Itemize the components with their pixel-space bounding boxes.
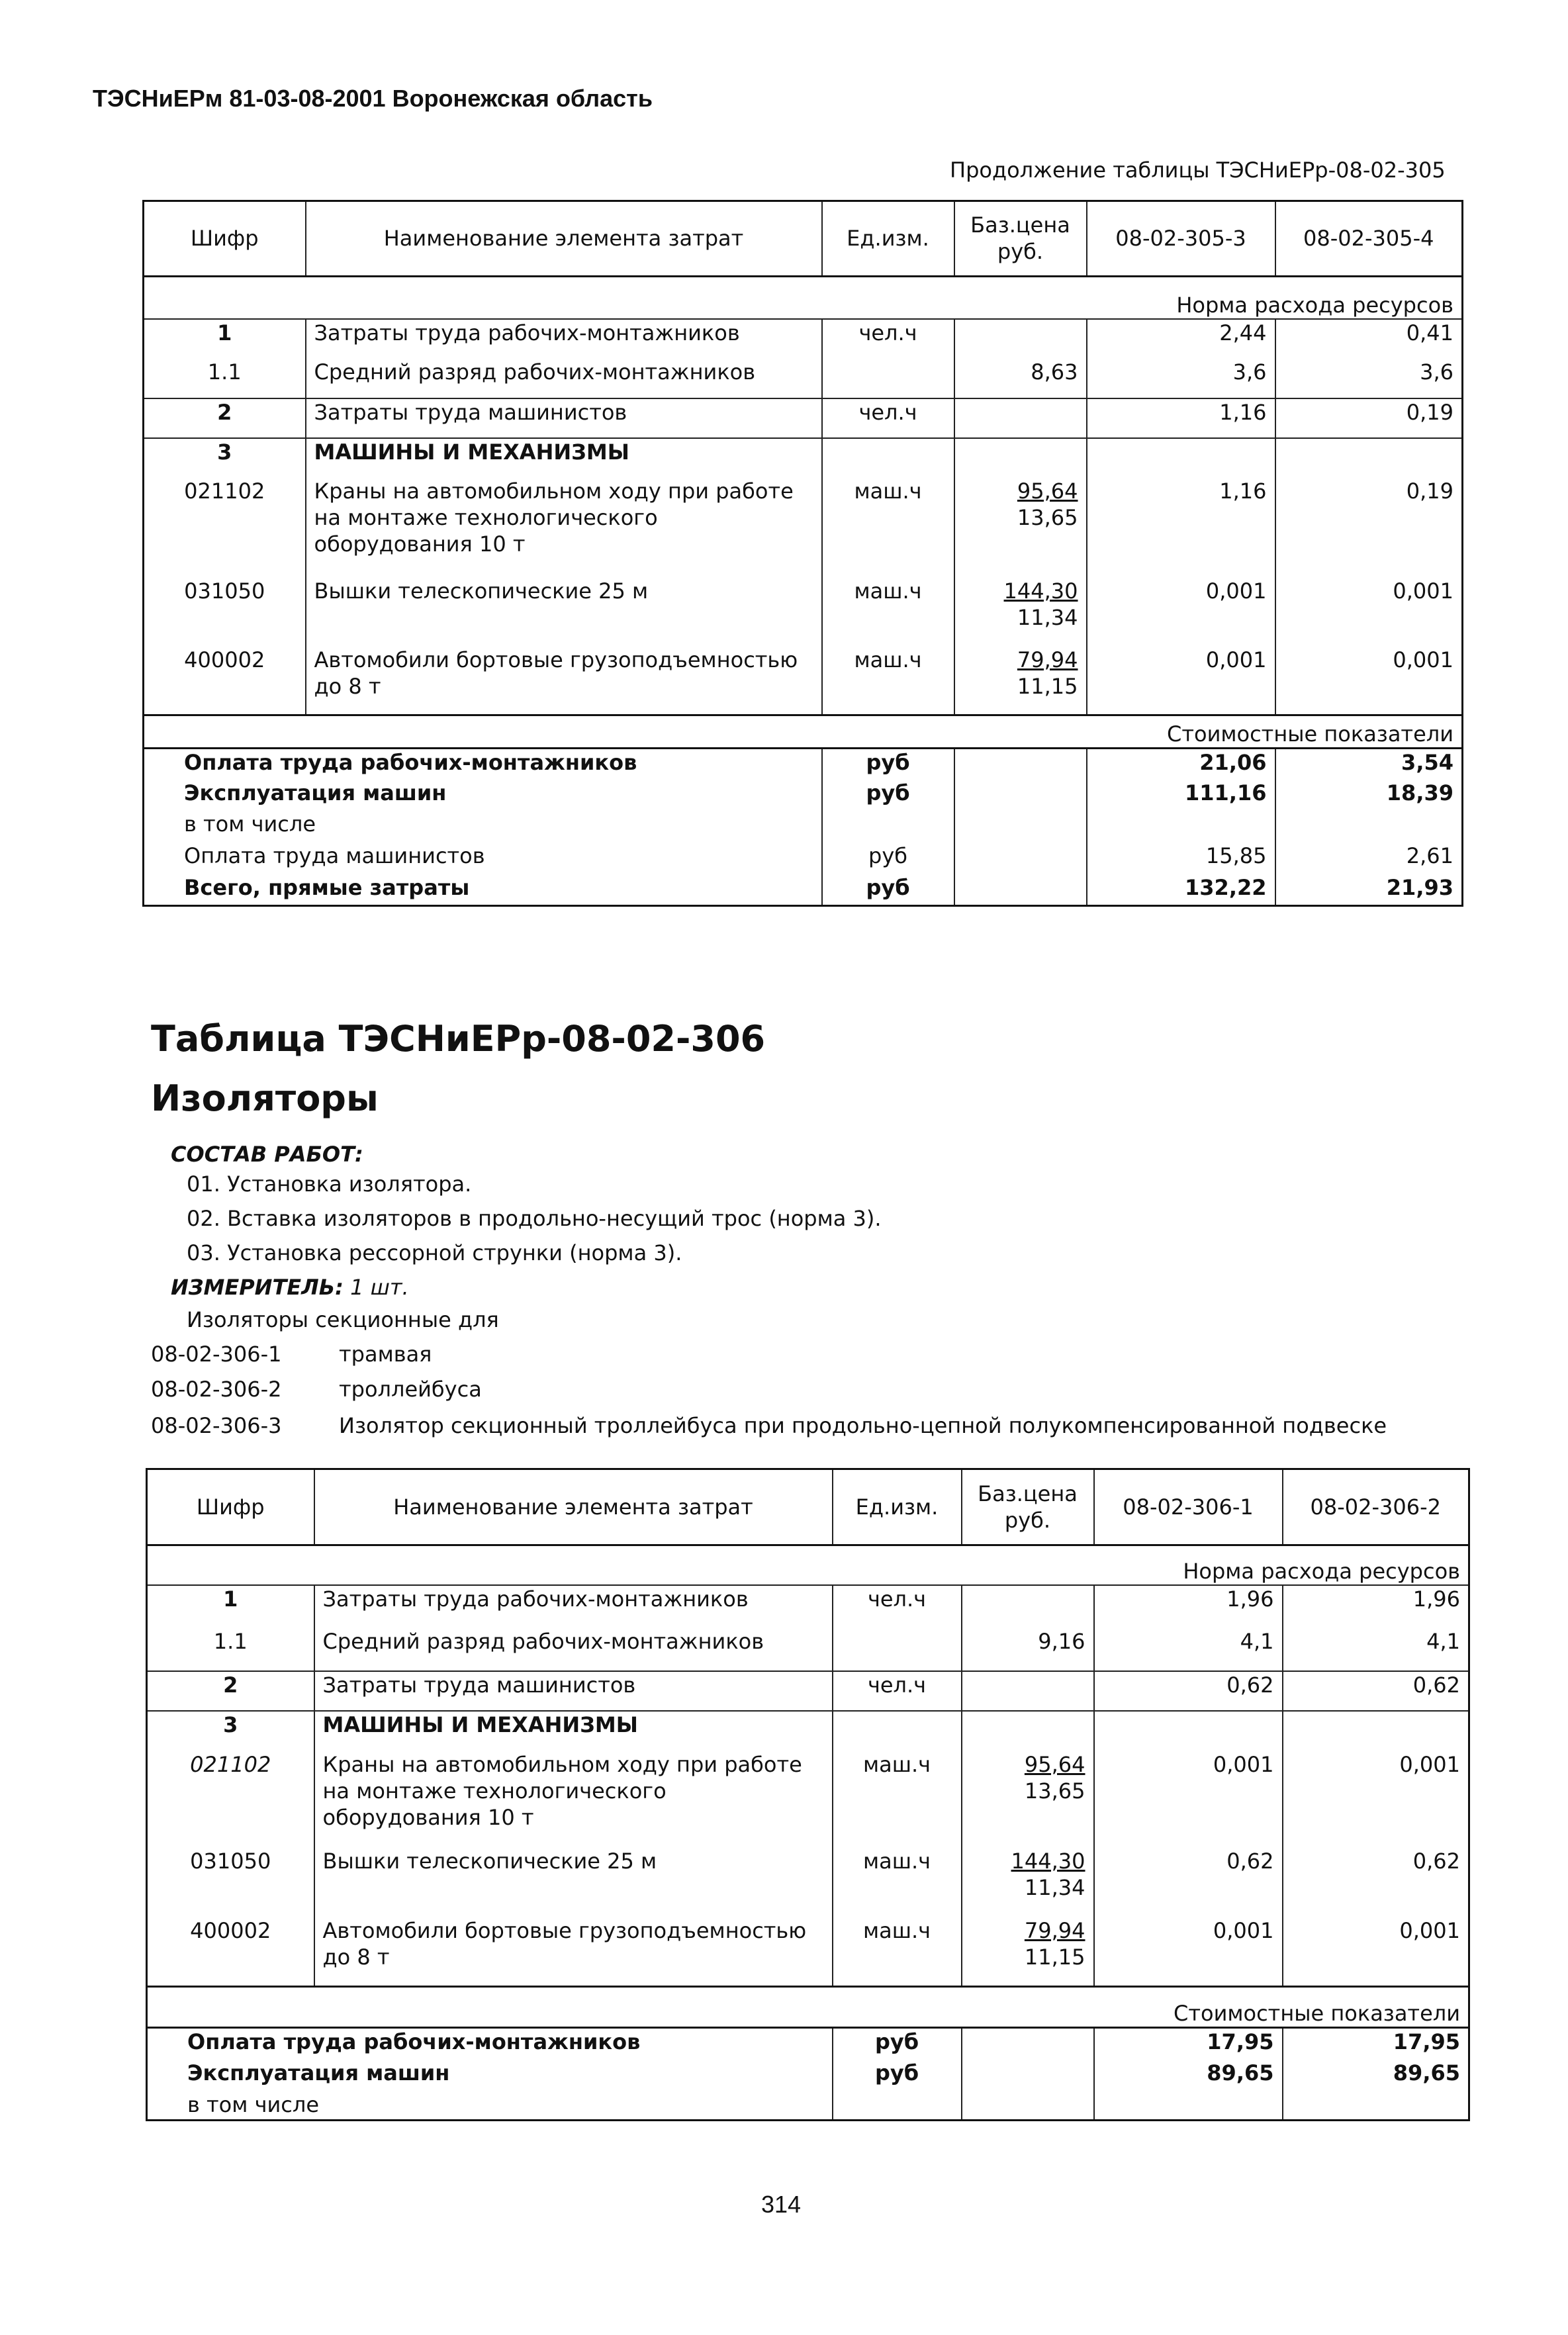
item-desc: трамвая (339, 1342, 432, 1367)
cost-unit: руб (822, 843, 954, 874)
row-unit: маш.ч (833, 1917, 962, 1987)
header-col2: 08-02-305-4 (1303, 226, 1434, 252)
norma-label: Норма расхода ресурсов (1176, 292, 1453, 318)
row-price (954, 319, 1087, 359)
work-item: 03. Установка рессорной струнки (норма 3). (187, 1240, 682, 1265)
row-code: 3 (223, 1712, 238, 1738)
row-price-wage: 13,65 (1024, 1778, 1085, 1804)
resource-table-305 (142, 200, 1463, 907)
row-value-1: 0,001 (1094, 1917, 1283, 1987)
row-code: 1 (217, 320, 232, 345)
cost-name: в том числе (147, 2091, 833, 2120)
resource-table-306 (146, 1468, 1470, 2121)
row-code: 400002 (184, 647, 265, 672)
row-unit: маш.ч (833, 1848, 962, 1917)
row-value-2: 0,62 (1412, 1849, 1460, 1874)
row-unit: маш.ч (822, 478, 954, 578)
cost-value-2: 2,61 (1406, 843, 1453, 869)
work-item: 01. Установка изолятора. (187, 1171, 472, 1197)
row-price: 79,94 (1017, 647, 1078, 672)
norma-label: Норма расхода ресурсов (1183, 1559, 1460, 1584)
continuation-label: Продолжение таблицы ТЭСНиЕРр-08-02-305 (950, 158, 1446, 183)
row-name: Автомобили бортовые грузоподъемностью до 8 т (314, 1917, 833, 1987)
work-item: 02. Вставка изоляторов в продольно-несущий трос (норма 3). (187, 1206, 882, 1231)
row-price-wage: 11,15 (1024, 1944, 1085, 1970)
izmeritel-label: ИЗМЕРИТЕЛЬ: (171, 1275, 344, 1300)
cost-value-1: 17,95 (1094, 2028, 1283, 2060)
row-value-2: 0,001 (1393, 647, 1453, 672)
row-value-2: 0,62 (1412, 1672, 1460, 1698)
row-price: 8,63 (954, 359, 1087, 398)
row-value-2: 0,41 (1406, 320, 1453, 345)
cost-value-1: 21,06 (1087, 748, 1275, 780)
cost-value-1: 111,16 (1087, 780, 1275, 811)
cost-value-1: 15,85 (1087, 843, 1275, 874)
header-unit: Ед.изм. (833, 1469, 962, 1545)
item-desc: троллейбуса (339, 1377, 482, 1402)
izmeritel-value: 1 шт. (350, 1275, 409, 1300)
row-name: Средний разряд рабочих-монтажников (314, 1628, 833, 1671)
row-value-2: 0,001 (1399, 1917, 1460, 1943)
cost-value-2: 3,54 (1401, 749, 1453, 775)
row-value-2: 4,1 (1426, 1628, 1460, 1654)
row-name: Вышки телескопические 25 м (314, 1848, 833, 1917)
row-value-2: 0,001 (1399, 1751, 1460, 1777)
page-header: ТЭСНиЕРм 81-03-08-2001 Воронежская область (93, 85, 653, 112)
row-price (954, 398, 1087, 438)
row-code: 1.1 (213, 1628, 248, 1654)
row-code: 031050 (184, 578, 265, 604)
row-code: 031050 (190, 1849, 271, 1874)
row-unit (833, 1628, 962, 1671)
row-price: 144,30 (1011, 1849, 1085, 1874)
row-price: 79,94 (1024, 1917, 1085, 1943)
row-name: Затраты труда рабочих-монтажников (314, 1585, 833, 1628)
row-unit: маш.ч (822, 647, 954, 715)
cost-label: Стоимостные показатели (1167, 721, 1453, 747)
row-price: 95,64 (1024, 1751, 1085, 1777)
row-name: Затраты труда машинистов (306, 398, 822, 438)
row-value-1: 3,6 (1087, 359, 1275, 398)
cost-value-1: 89,65 (1094, 2060, 1283, 2091)
row-price-wage: 11,34 (1017, 605, 1078, 631)
header-unit: Ед.изм. (822, 201, 954, 277)
section-title: Таблица ТЭСНиЕРр-08-02-306 (151, 1018, 766, 1060)
cost-name: Оплата труда машинистов (144, 843, 822, 874)
item-code: 08-02-306-2 (151, 1377, 282, 1402)
row-value-1: 0,62 (1094, 1671, 1283, 1712)
sostav-label: СОСТАВ РАБОТ: (171, 1142, 363, 1167)
row-code: 2 (223, 1672, 238, 1698)
row-value-1: 1,16 (1087, 398, 1275, 438)
row-code: 2 (217, 399, 232, 425)
row-unit: чел.ч (833, 1585, 962, 1628)
cost-name: Оплата труда рабочих-монтажников (147, 2028, 833, 2060)
row-value-1: 0,001 (1087, 647, 1275, 715)
row-value-2: 0,19 (1406, 399, 1453, 425)
page-number: 314 (761, 2191, 802, 2218)
row-price: 144,30 (1003, 578, 1078, 604)
row-value-1: 0,001 (1094, 1751, 1283, 1848)
row-code: 3 (217, 439, 232, 465)
cost-unit: руб (833, 2060, 962, 2091)
row-price-wage: 11,34 (1024, 1875, 1085, 1901)
row-name: Краны на автомобильном ходу при работе на монтаже технологического оборудования 10 т (306, 478, 822, 578)
row-code: 1.1 (207, 359, 242, 385)
header-code: Шифр (147, 1469, 314, 1545)
row-price-wage: 11,15 (1017, 673, 1078, 699)
row-code: 400002 (190, 1917, 271, 1943)
row-unit: чел.ч (822, 319, 954, 359)
row-price-wage: 13,65 (1017, 504, 1078, 530)
row-name: МАШИНЫ И МЕХАНИЗМЫ (306, 438, 822, 478)
row-name: Затраты труда машинистов (314, 1671, 833, 1712)
cost-value-1: 132,22 (1087, 874, 1275, 906)
row-value-1: 2,44 (1087, 319, 1275, 359)
header-col1: 08-02-305-3 (1087, 201, 1275, 277)
header-col1: 08-02-306-1 (1094, 1469, 1283, 1545)
cost-name: Эксплуатация машин (147, 2060, 833, 2091)
row-value-2: 1,96 (1412, 1586, 1460, 1612)
row-value-1: 0,62 (1094, 1848, 1283, 1917)
header-col2: 08-02-306-2 (1310, 1494, 1441, 1520)
row-price (962, 1671, 1094, 1712)
cost-unit: руб (822, 874, 954, 906)
row-value-1: 0,001 (1087, 578, 1275, 647)
row-code: 021102 (184, 478, 265, 504)
row-name: Средний разряд рабочих-монтажников (306, 359, 822, 398)
row-value-2: 0,19 (1406, 478, 1453, 504)
header-price: Баз.цена руб. (954, 201, 1087, 277)
cost-value-2: 18,39 (1386, 780, 1453, 805)
cost-unit: руб (822, 780, 954, 811)
row-price: 95,64 (1017, 478, 1078, 504)
cost-unit: руб (833, 2028, 962, 2060)
row-name: МАШИНЫ И МЕХАНИЗМЫ (314, 1711, 833, 1751)
group-label: Изоляторы секционные для (187, 1307, 499, 1332)
header-price: Баз.цена руб. (962, 1469, 1094, 1545)
row-unit (822, 359, 954, 398)
cost-name: Эксплуатация машин (144, 780, 822, 811)
row-name: Вышки телескопические 25 м (306, 578, 822, 647)
row-unit: чел.ч (822, 398, 954, 438)
cost-name: Всего, прямые затраты (144, 874, 822, 906)
row-unit: чел.ч (833, 1671, 962, 1712)
row-name: Затраты труда рабочих-монтажников (306, 319, 822, 359)
cost-value-2: 17,95 (1393, 2029, 1460, 2055)
cost-value-2: 21,93 (1386, 874, 1453, 900)
row-value-1: 1,16 (1087, 478, 1275, 578)
row-name: Автомобили бортовые грузоподъемностью до 8 т (306, 647, 822, 715)
row-code: 021102 (190, 1751, 271, 1777)
row-value-2: 0,001 (1393, 578, 1453, 604)
row-price (962, 1585, 1094, 1628)
row-unit: маш.ч (833, 1751, 962, 1848)
row-code: 1 (223, 1586, 238, 1612)
cost-name: в том числе (144, 811, 822, 843)
header-code: Шифр (144, 201, 306, 277)
item-code: 08-02-306-1 (151, 1342, 282, 1367)
item-desc: Изолятор секционный троллейбуса при продольно-цепной полукомпенсированной подвеске (339, 1413, 1387, 1438)
row-price: 9,16 (962, 1628, 1094, 1671)
section-subtitle: Изоляторы (151, 1077, 379, 1119)
header-name: Наименование элемента затрат (314, 1469, 833, 1545)
item-code: 08-02-306-3 (151, 1413, 282, 1438)
cost-unit: руб (822, 748, 954, 780)
row-value-1: 4,1 (1094, 1628, 1283, 1671)
header-name: Наименование элемента затрат (306, 201, 822, 277)
cost-label: Стоимостные показатели (1174, 2001, 1460, 2027)
row-value-1: 1,96 (1094, 1585, 1283, 1628)
row-name: Краны на автомобильном ходу при работе на монтаже технологического оборудования 10 т (314, 1751, 833, 1848)
row-value-2: 3,6 (1420, 359, 1453, 385)
cost-name: Оплата труда рабочих-монтажников (144, 748, 822, 780)
row-unit: маш.ч (822, 578, 954, 647)
cost-value-2: 89,65 (1393, 2060, 1460, 2085)
